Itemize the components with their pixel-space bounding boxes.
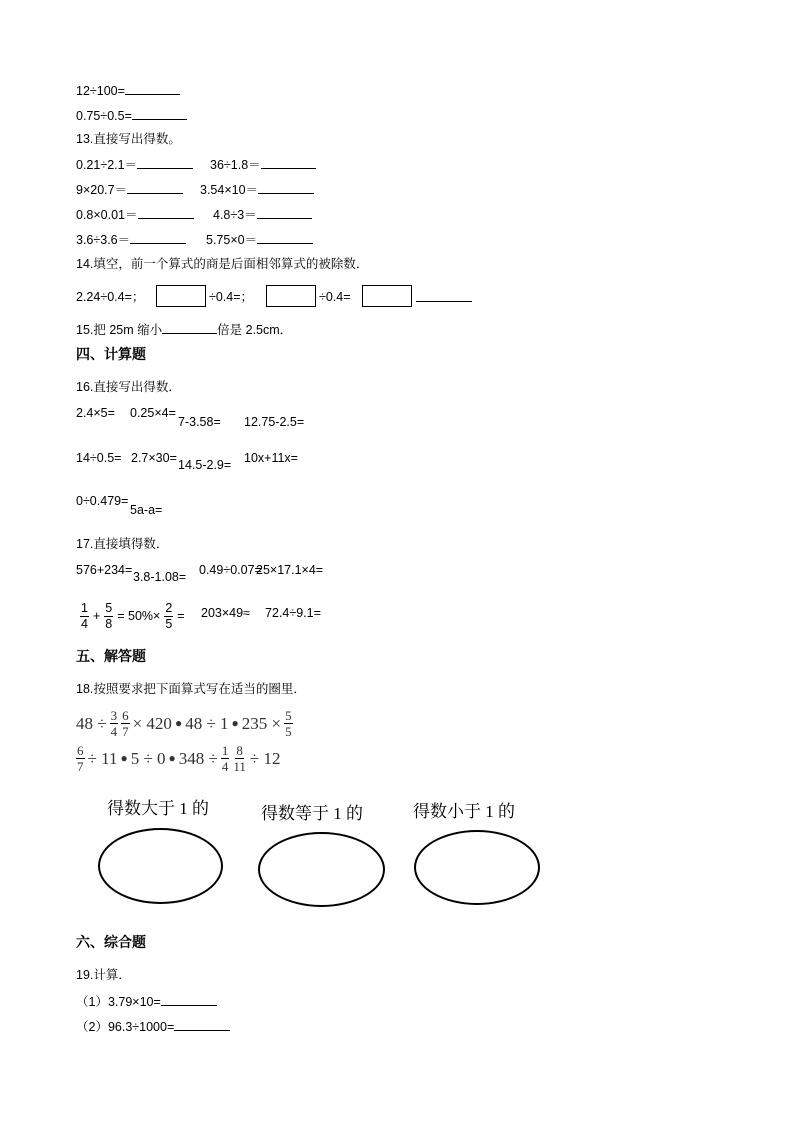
- separator-dot-icon: ●: [120, 751, 128, 765]
- answer-blank[interactable]: [261, 156, 316, 169]
- q17-item: 3.8-1.08=: [133, 570, 187, 584]
- q17-title: 17.直接填得数．: [76, 537, 169, 551]
- q13-item: 4.8÷3＝: [213, 206, 312, 223]
- answer-blank[interactable]: [257, 231, 313, 244]
- separator-dot-icon: ●: [231, 716, 239, 730]
- q18-expression-line-2: $\frac{6}{7}$ ÷ 11 ● 5 ÷ 0 ● 348 ÷ $\frac{1}{4}$ $\frac{8}{11}$ ÷ 12: [77, 743, 281, 774]
- answer-blank[interactable]: [162, 321, 217, 334]
- q17-item: 203×49≈: [201, 606, 250, 620]
- section-6-heading: 六、综合题: [76, 934, 146, 950]
- q14-answer-box-2[interactable]: [266, 285, 316, 307]
- answer-blank[interactable]: [138, 206, 194, 219]
- q16-title: 16.直接写出得数．: [76, 380, 181, 394]
- q13-title: 13.直接写出得数。: [76, 132, 181, 146]
- fraction-one-quarter: $\frac{1}{4}$: [81, 601, 88, 631]
- q15: 15.把 25m 缩小 倍是 2.5cm．: [76, 323, 293, 337]
- q12-line-2: 0.75÷0.5=: [76, 107, 187, 124]
- q16-item: 0÷0.479=: [76, 494, 129, 508]
- answer-circle-equal-to-one[interactable]: [258, 832, 385, 907]
- q14-title: 14.填空，前一个算式的商是后面相邻算式的被除数．: [76, 257, 369, 271]
- answer-circle-less-than-one[interactable]: [414, 830, 540, 905]
- q14-op-1: ÷0.4=；: [209, 290, 254, 304]
- fraction-eight-elevenths: $\frac{8}{11}$: [233, 743, 246, 774]
- q13-item: 3.54×10＝: [200, 181, 314, 198]
- q18-expression-line-1: 48 ÷ $\frac{3}{4}$ $\frac{6}{7}$ × 420 ● 48 ÷ 1 ● 235 × $\frac{5}{5}$: [76, 708, 292, 739]
- separator-dot-icon: ●: [174, 716, 183, 730]
- q19-item-1: （1）3.79×10=: [76, 993, 217, 1010]
- q17-item: 576+234=: [76, 563, 133, 577]
- fraction-five-fifths: $\frac{5}{5}$: [285, 708, 292, 739]
- q14-op-2: ÷0.4=: [319, 290, 351, 304]
- q14-answer-box-3[interactable]: [362, 285, 412, 307]
- q14-answer-box-1[interactable]: [156, 285, 206, 307]
- answer-blank[interactable]: [258, 181, 314, 194]
- q14-start: 2.24÷0.4=；: [76, 290, 145, 304]
- fraction-six-sevenths: $\frac{6}{7}$: [77, 743, 84, 774]
- answer-circle-greater-than-one[interactable]: [98, 828, 223, 904]
- q16-item: 0.25×4=: [130, 406, 176, 420]
- answer-blank[interactable]: [174, 1018, 230, 1031]
- q13-item: 36÷1.8＝: [210, 156, 316, 173]
- q16-item: 10x+11x=: [244, 451, 298, 465]
- answer-blank[interactable]: [137, 156, 193, 169]
- q17-item: 25×17.1×4=: [256, 563, 324, 577]
- q13-item: 0.21÷2.1＝: [76, 156, 193, 173]
- q16-item: 14.5-2.9=: [178, 458, 232, 472]
- answer-blank[interactable]: [257, 206, 312, 219]
- section-4-heading: 四、计算题: [76, 346, 146, 362]
- q18-title: 18.按照要求把下面算式写在适当的圈里．: [76, 682, 306, 696]
- q13-item: 3.6÷3.6＝: [76, 231, 186, 248]
- q17-item: 72.4÷9.1=: [265, 606, 321, 620]
- q14-final: [416, 289, 472, 306]
- q16-item: 14÷0.5=: [76, 451, 122, 465]
- label-greater-than-one: 得数大于 1 的: [107, 799, 209, 818]
- q13-item: 9×20.7＝: [76, 181, 183, 198]
- section-5-heading: 五、解答题: [76, 648, 146, 664]
- label-equal-to-one: 得数等于 1 的: [261, 804, 363, 823]
- q16-item: 5a-a=: [130, 503, 163, 517]
- q12-line-1: 12÷100=: [76, 82, 180, 99]
- q17-item: 0.49÷0.07=: [199, 563, 262, 577]
- fraction-six-sevenths: $\frac{6}{7}$: [122, 708, 129, 739]
- separator-dot-icon: ●: [168, 751, 176, 765]
- answer-blank[interactable]: [130, 231, 186, 244]
- answer-blank[interactable]: [132, 107, 187, 120]
- q19-item-2: （2）96.3÷1000=: [76, 1018, 230, 1035]
- answer-blank[interactable]: [127, 181, 183, 194]
- fraction-five-eighths: $\frac{5}{8}$: [105, 601, 113, 631]
- q19-title: 19.计算．: [76, 968, 131, 982]
- answer-blank[interactable]: [416, 289, 472, 302]
- q13-item: 0.8×0.01＝: [76, 206, 194, 223]
- label-less-than-one: 得数小于 1 的: [413, 802, 515, 821]
- fraction-three-quarters: $\frac{3}{4}$: [110, 708, 118, 739]
- q16-item: 2.7×30=: [131, 451, 177, 465]
- answer-blank[interactable]: [161, 993, 217, 1006]
- q17-fraction-expression: $\frac{1}{4}$ + $\frac{5}{8}$ = 50%× $\frac{2}{5}$ =: [81, 601, 185, 631]
- answer-blank[interactable]: [125, 82, 180, 95]
- q16-item: 7-3.58=: [178, 415, 221, 429]
- fraction-one-quarter: $\frac{1}{4}$: [221, 743, 229, 774]
- fraction-two-fifths: $\frac{2}{5}$: [165, 601, 173, 631]
- q13-item: 5.75×0＝: [206, 231, 313, 248]
- q16-item: 12.75-2.5=: [244, 415, 305, 429]
- q16-item: 2.4×5=: [76, 406, 115, 420]
